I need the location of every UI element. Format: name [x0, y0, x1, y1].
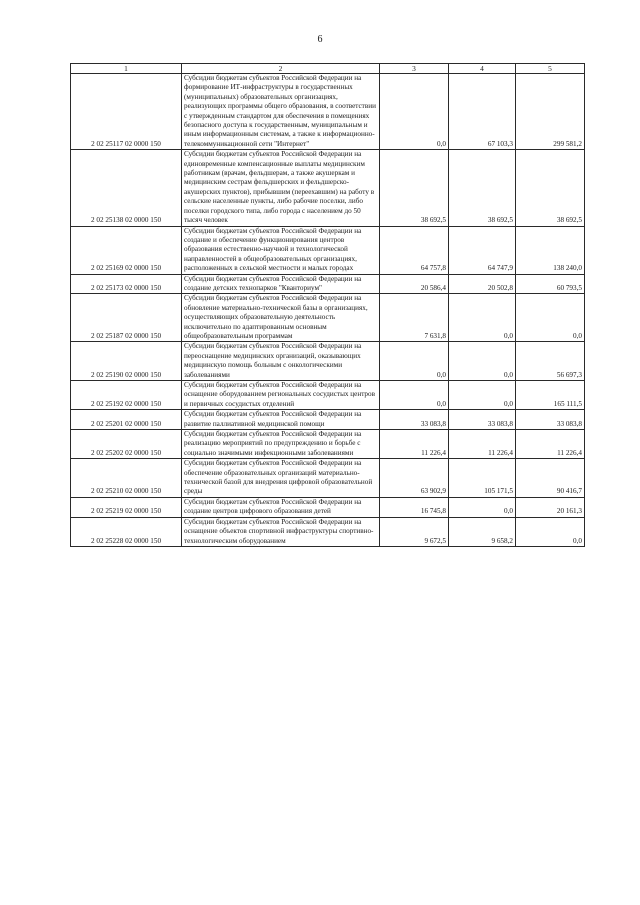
table-row — [71, 150, 585, 226]
row-value-col5: 11 226,4 — [516, 430, 585, 459]
row-value-col5: 33 083,8 — [516, 410, 585, 430]
row-code: 2 02 25169 02 0000 150 — [71, 226, 182, 274]
table-row — [71, 517, 585, 546]
row-value-col4: 67 103,3 — [449, 74, 516, 150]
row-code: 2 02 25202 02 0000 150 — [71, 430, 182, 459]
row-code: 2 02 25201 02 0000 150 — [71, 410, 182, 430]
row-value-col3: 64 757,8 — [380, 226, 449, 274]
row-description: Субсидии бюджетам субъектов Российской Федерации на формирование ИТ-инфраструктуры в государственных (муниципальных) образовательных организациях, реализующих программы общего образования, в соответствии с утвержденным стандартом для обеспечения в помещениях безопасного доступа к государственным, муниципальным и иным информационным системам, а также к информационно-телекоммуникационной сети "Интернет" — [182, 74, 380, 150]
row-value-col5: 299 581,2 — [516, 74, 585, 150]
row-value-col5: 60 793,5 — [516, 274, 585, 294]
row-code: 2 02 25187 02 0000 150 — [71, 294, 182, 342]
row-description: Субсидии бюджетам субъектов Российской Федерации на единовременные компенсационные выплаты медицинским работникам (врачам, фельдшерам, а также акушеркам и медицинским сестрам фельдшерских и фельдшерско-акушерских пунктов), прибывшим (переехавшим) на работу в сельские населенные пункты, либо рабочие поселки, либо поселки городского типа, либо города с населением до 50 тысяч человек — [182, 150, 380, 226]
table-header-row — [71, 64, 585, 74]
row-value-col4: 33 083,8 — [449, 410, 516, 430]
row-value-col3: 7 631,8 — [380, 294, 449, 342]
row-value-col3: 63 902,9 — [380, 459, 449, 498]
row-code: 2 02 25210 02 0000 150 — [71, 459, 182, 498]
column-header-3: 3 — [380, 64, 449, 74]
table-row — [71, 274, 585, 294]
row-value-col3: 0,0 — [380, 74, 449, 150]
column-header-1: 1 — [71, 64, 182, 74]
row-description: Субсидии бюджетам субъектов Российской Федерации на создание и обеспечение функционирования центров образования естественно-научной и технологической направленностей в общеобразовательных организациях, расположенных в сельской местности и малых городах — [182, 226, 380, 274]
row-code: 2 02 25190 02 0000 150 — [71, 342, 182, 381]
page-number: 6 — [317, 34, 323, 45]
row-value-col3: 16 745,8 — [380, 497, 449, 517]
table-row — [71, 226, 585, 274]
row-description: Субсидии бюджетам субъектов Российской Федерации на реализацию мероприятий по предупреждению и борьбе с социально значимыми инфекционными заболеваниями — [182, 430, 380, 459]
row-value-col4: 0,0 — [449, 342, 516, 381]
row-description: Субсидии бюджетам субъектов Российской Федерации на оснащение объектов спортивной инфраструктуры спортивно-технологическим оборудованием — [182, 517, 380, 546]
column-header-4: 4 — [449, 64, 516, 74]
column-header-5: 5 — [516, 64, 585, 74]
table-row — [71, 342, 585, 381]
row-value-col4: 105 171,5 — [449, 459, 516, 498]
row-value-col4: 0,0 — [449, 381, 516, 410]
row-code: 2 02 25228 02 0000 150 — [71, 517, 182, 546]
table-row — [71, 294, 585, 342]
row-code: 2 02 25192 02 0000 150 — [71, 381, 182, 410]
column-header-2: 2 — [182, 64, 380, 74]
row-description: Субсидии бюджетам субъектов Российской Федерации на обновление материально-технической базы в организациях, осуществляющих образовательную деятельность исключительно по адаптированным основным общеобразовательным программам — [182, 294, 380, 342]
row-value-col5: 138 240,0 — [516, 226, 585, 274]
row-value-col3: 11 226,4 — [380, 430, 449, 459]
row-code: 2 02 25219 02 0000 150 — [71, 497, 182, 517]
row-value-col3: 38 692,5 — [380, 150, 449, 226]
row-value-col4: 20 502,8 — [449, 274, 516, 294]
row-value-col4: 64 747,9 — [449, 226, 516, 274]
row-value-col5: 38 692,5 — [516, 150, 585, 226]
row-value-col5: 90 416,7 — [516, 459, 585, 498]
row-value-col4: 0,0 — [449, 497, 516, 517]
row-value-col4: 38 692,5 — [449, 150, 516, 226]
table-row — [71, 459, 585, 498]
row-code: 2 02 25138 02 0000 150 — [71, 150, 182, 226]
row-description: Субсидии бюджетам субъектов Российской Федерации на создание центров цифрового образования детей — [182, 497, 380, 517]
row-value-col4: 0,0 — [449, 294, 516, 342]
row-value-col3: 0,0 — [380, 342, 449, 381]
row-value-col5: 20 161,3 — [516, 497, 585, 517]
row-value-col5: 165 111,5 — [516, 381, 585, 410]
row-description: Субсидии бюджетам субъектов Российской Федерации на создание детских технопарков "Кванториум" — [182, 274, 380, 294]
row-description: Субсидии бюджетам субъектов Российской Федерации на обеспечение образовательных организаций материально-технической базой для внедрения цифровой образовательной среды — [182, 459, 380, 498]
table-row — [71, 430, 585, 459]
row-value-col3: 9 672,5 — [380, 517, 449, 546]
row-code: 2 02 25173 02 0000 150 — [71, 274, 182, 294]
row-description: Субсидии бюджетам субъектов Российской Федерации на развитие паллиативной медицинской помощи — [182, 410, 380, 430]
table-row — [71, 497, 585, 517]
table-row — [71, 74, 585, 150]
row-description: Субсидии бюджетам субъектов Российской Федерации на оснащение оборудованием региональных сосудистых центров и первичных сосудистых отделений — [182, 381, 380, 410]
row-value-col3: 20 586,4 — [380, 274, 449, 294]
row-value-col4: 9 658,2 — [449, 517, 516, 546]
table-row — [71, 410, 585, 430]
row-value-col3: 33 083,8 — [380, 410, 449, 430]
row-value-col5: 56 697,3 — [516, 342, 585, 381]
budget-table — [70, 63, 585, 547]
row-value-col5: 0,0 — [516, 294, 585, 342]
row-description: Субсидии бюджетам субъектов Российской Федерации на переоснащение медицинских организаций, оказывающих медицинскую помощь больным с онкологическими заболеваниями — [182, 342, 380, 381]
row-value-col3: 0,0 — [380, 381, 449, 410]
row-value-col5: 0,0 — [516, 517, 585, 546]
table-row — [71, 381, 585, 410]
row-code: 2 02 25117 02 0000 150 — [71, 74, 182, 150]
row-value-col4: 11 226,4 — [449, 430, 516, 459]
